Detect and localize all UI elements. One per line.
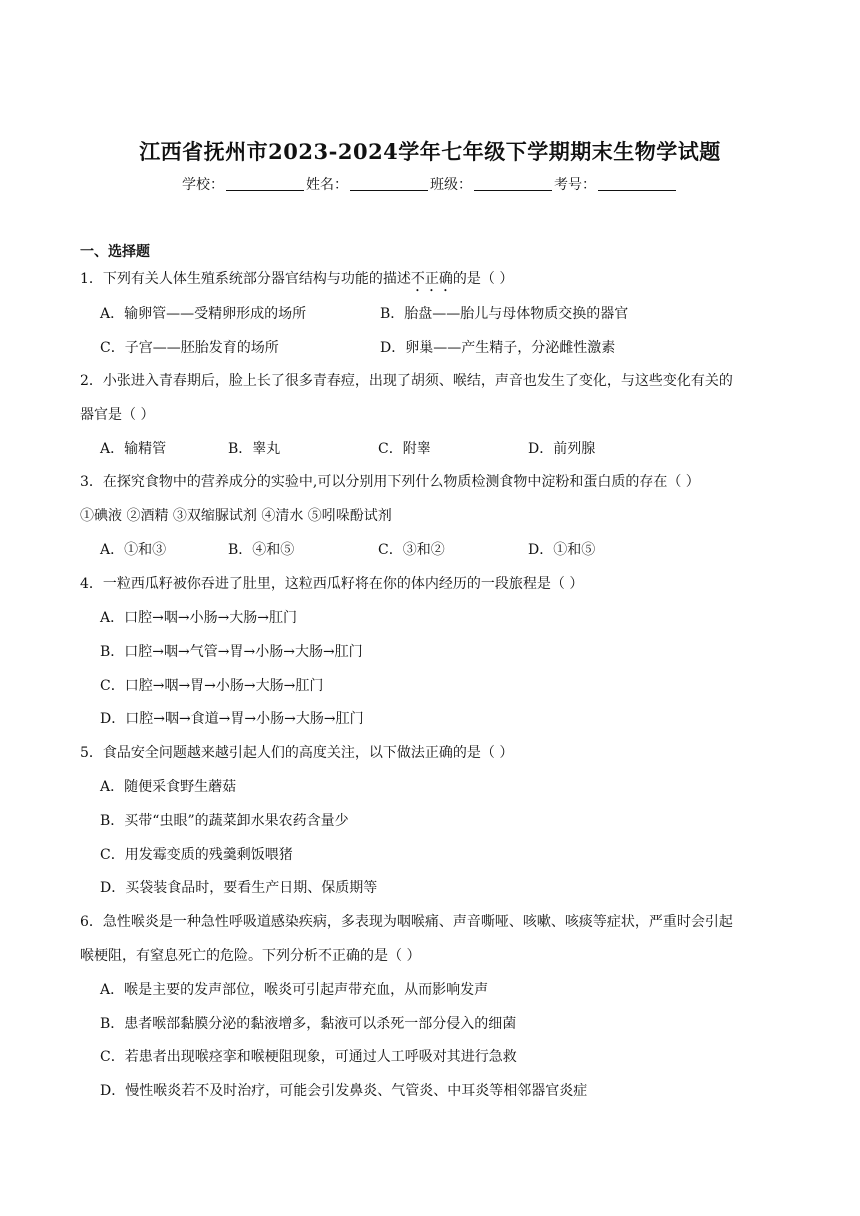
question-6-option-d[interactable]: D．慢性喉炎若不及时治疗，可能会引发鼻炎、气管炎、中耳炎等相邻器官炎症 — [100, 1083, 588, 1099]
question-1-stem-pre: 1．下列有关人体生殖系统部分器官结构与功能的描述 — [80, 271, 411, 287]
question-3-option-a[interactable]: A．①和③ — [100, 542, 167, 558]
question-5-option-a[interactable]: A．随便采食野生蘑菇 — [100, 779, 237, 795]
question-1-option-d[interactable]: D．卵巢——产生精子，分泌雌性激素 — [380, 340, 616, 356]
question-2-option-b[interactable]: B．睾丸 — [228, 441, 281, 457]
question-1-emphasis: 不正确 — [410, 271, 453, 287]
question-5-option-d[interactable]: D．买袋装食品时，要看生产日期、保质期等 — [100, 880, 378, 896]
class-blank[interactable] — [474, 176, 552, 191]
question-3-stem-line2: ①碘液 ②酒精 ③双缩脲试剂 ④清水 ⑤吲哚酚试剂 — [80, 508, 392, 524]
question-6-stem-line1: 6．急性喉炎是一种急性呼吸道感染疾病，多表现为咽喉痛、声音嘶哑、咳嗽、咳痰等症状，严重时会引起 — [80, 914, 733, 930]
question-6-option-b[interactable]: B．患者喉部黏膜分泌的黏液增多，黏液可以杀死一部分侵入的细菌 — [100, 1016, 517, 1032]
question-4-option-d[interactable]: D．口腔→咽→食道→胃→小肠→大肠→肛门 — [100, 711, 364, 727]
exam-number-blank[interactable] — [598, 176, 676, 191]
question-5-option-b[interactable]: B．买带“虫眼”的蔬菜卸水果农药含量少 — [100, 813, 349, 829]
question-2-option-a[interactable]: A．输精管 — [100, 441, 167, 457]
question-5-stem: 5．食品安全问题越来越引起人们的高度关注，以下做法正确的是（ ） — [80, 745, 514, 761]
school-label: 学校： — [182, 177, 224, 193]
question-4-stem: 4．一粒西瓜籽被你吞进了肚里，这粒西瓜籽将在你的体内经历的一段旅程是（ ） — [80, 576, 584, 592]
question-4-option-a[interactable]: A．口腔→咽→小肠→大肠→肛门 — [100, 610, 298, 626]
question-3-stem-line1: 3．在探究食物中的营养成分的实验中,可以分别用下列什么物质检测食物中淀粉和蛋白质的存在（ ） — [80, 474, 700, 490]
question-1-option-c[interactable]: C．子宫——胚胎发育的场所 — [100, 340, 279, 356]
question-2-stem-line1: 2．小张进入青春期后，脸上长了很多青春痘，出现了胡须、喉结，声音也发生了变化，与这些变化有关的 — [80, 373, 733, 389]
question-6-option-a[interactable]: A．喉是主要的发声部位，喉炎可引起声带充血，从而影响发声 — [100, 982, 489, 998]
name-label: 姓名： — [306, 177, 348, 193]
question-3-option-c[interactable]: C．③和② — [378, 542, 445, 558]
exam-number-label: 考号： — [554, 177, 596, 193]
question-6-stem-line2: 喉梗阻，有窒息死亡的危险。下列分析不正确的是（ ） — [80, 948, 421, 964]
question-1-stem-post: 的是（ ） — [452, 271, 514, 287]
question-1-option-a[interactable]: A．输卵管——受精卵形成的场所 — [100, 306, 307, 322]
class-label: 班级： — [430, 177, 472, 193]
section-title: 一、选择题 — [80, 244, 150, 260]
question-6-option-c[interactable]: C．若患者出现喉痉挛和喉梗阻现象，可通过人工呼吸对其进行急救 — [100, 1049, 517, 1065]
question-2-option-c[interactable]: C．附睾 — [378, 441, 431, 457]
question-2-stem-line2: 器官是（ ） — [80, 407, 155, 423]
question-5-option-c[interactable]: C．用发霉变质的残羹剩饭喂猪 — [100, 847, 293, 863]
page-title: 江西省抚州市2023-2024学年七年级下学期期末生物学试题 — [139, 139, 721, 164]
question-1-stem — [80, 268, 513, 295]
question-3-option-b[interactable]: B．④和⑤ — [228, 542, 295, 558]
name-blank[interactable] — [350, 176, 428, 191]
school-blank[interactable] — [226, 176, 304, 191]
question-1-option-b[interactable]: B．胎盘——胎儿与母体物质交换的器官 — [380, 306, 629, 322]
student-info-line — [0, 174, 860, 194]
question-4-option-b[interactable]: B．口腔→咽→气管→胃→小肠→大肠→肛门 — [100, 644, 363, 660]
question-2-option-d[interactable]: D．前列腺 — [528, 441, 596, 457]
question-4-option-c[interactable]: C．口腔→咽→胃→小肠→大肠→肛门 — [100, 678, 324, 694]
question-3-option-d[interactable]: D．①和⑤ — [528, 542, 596, 558]
